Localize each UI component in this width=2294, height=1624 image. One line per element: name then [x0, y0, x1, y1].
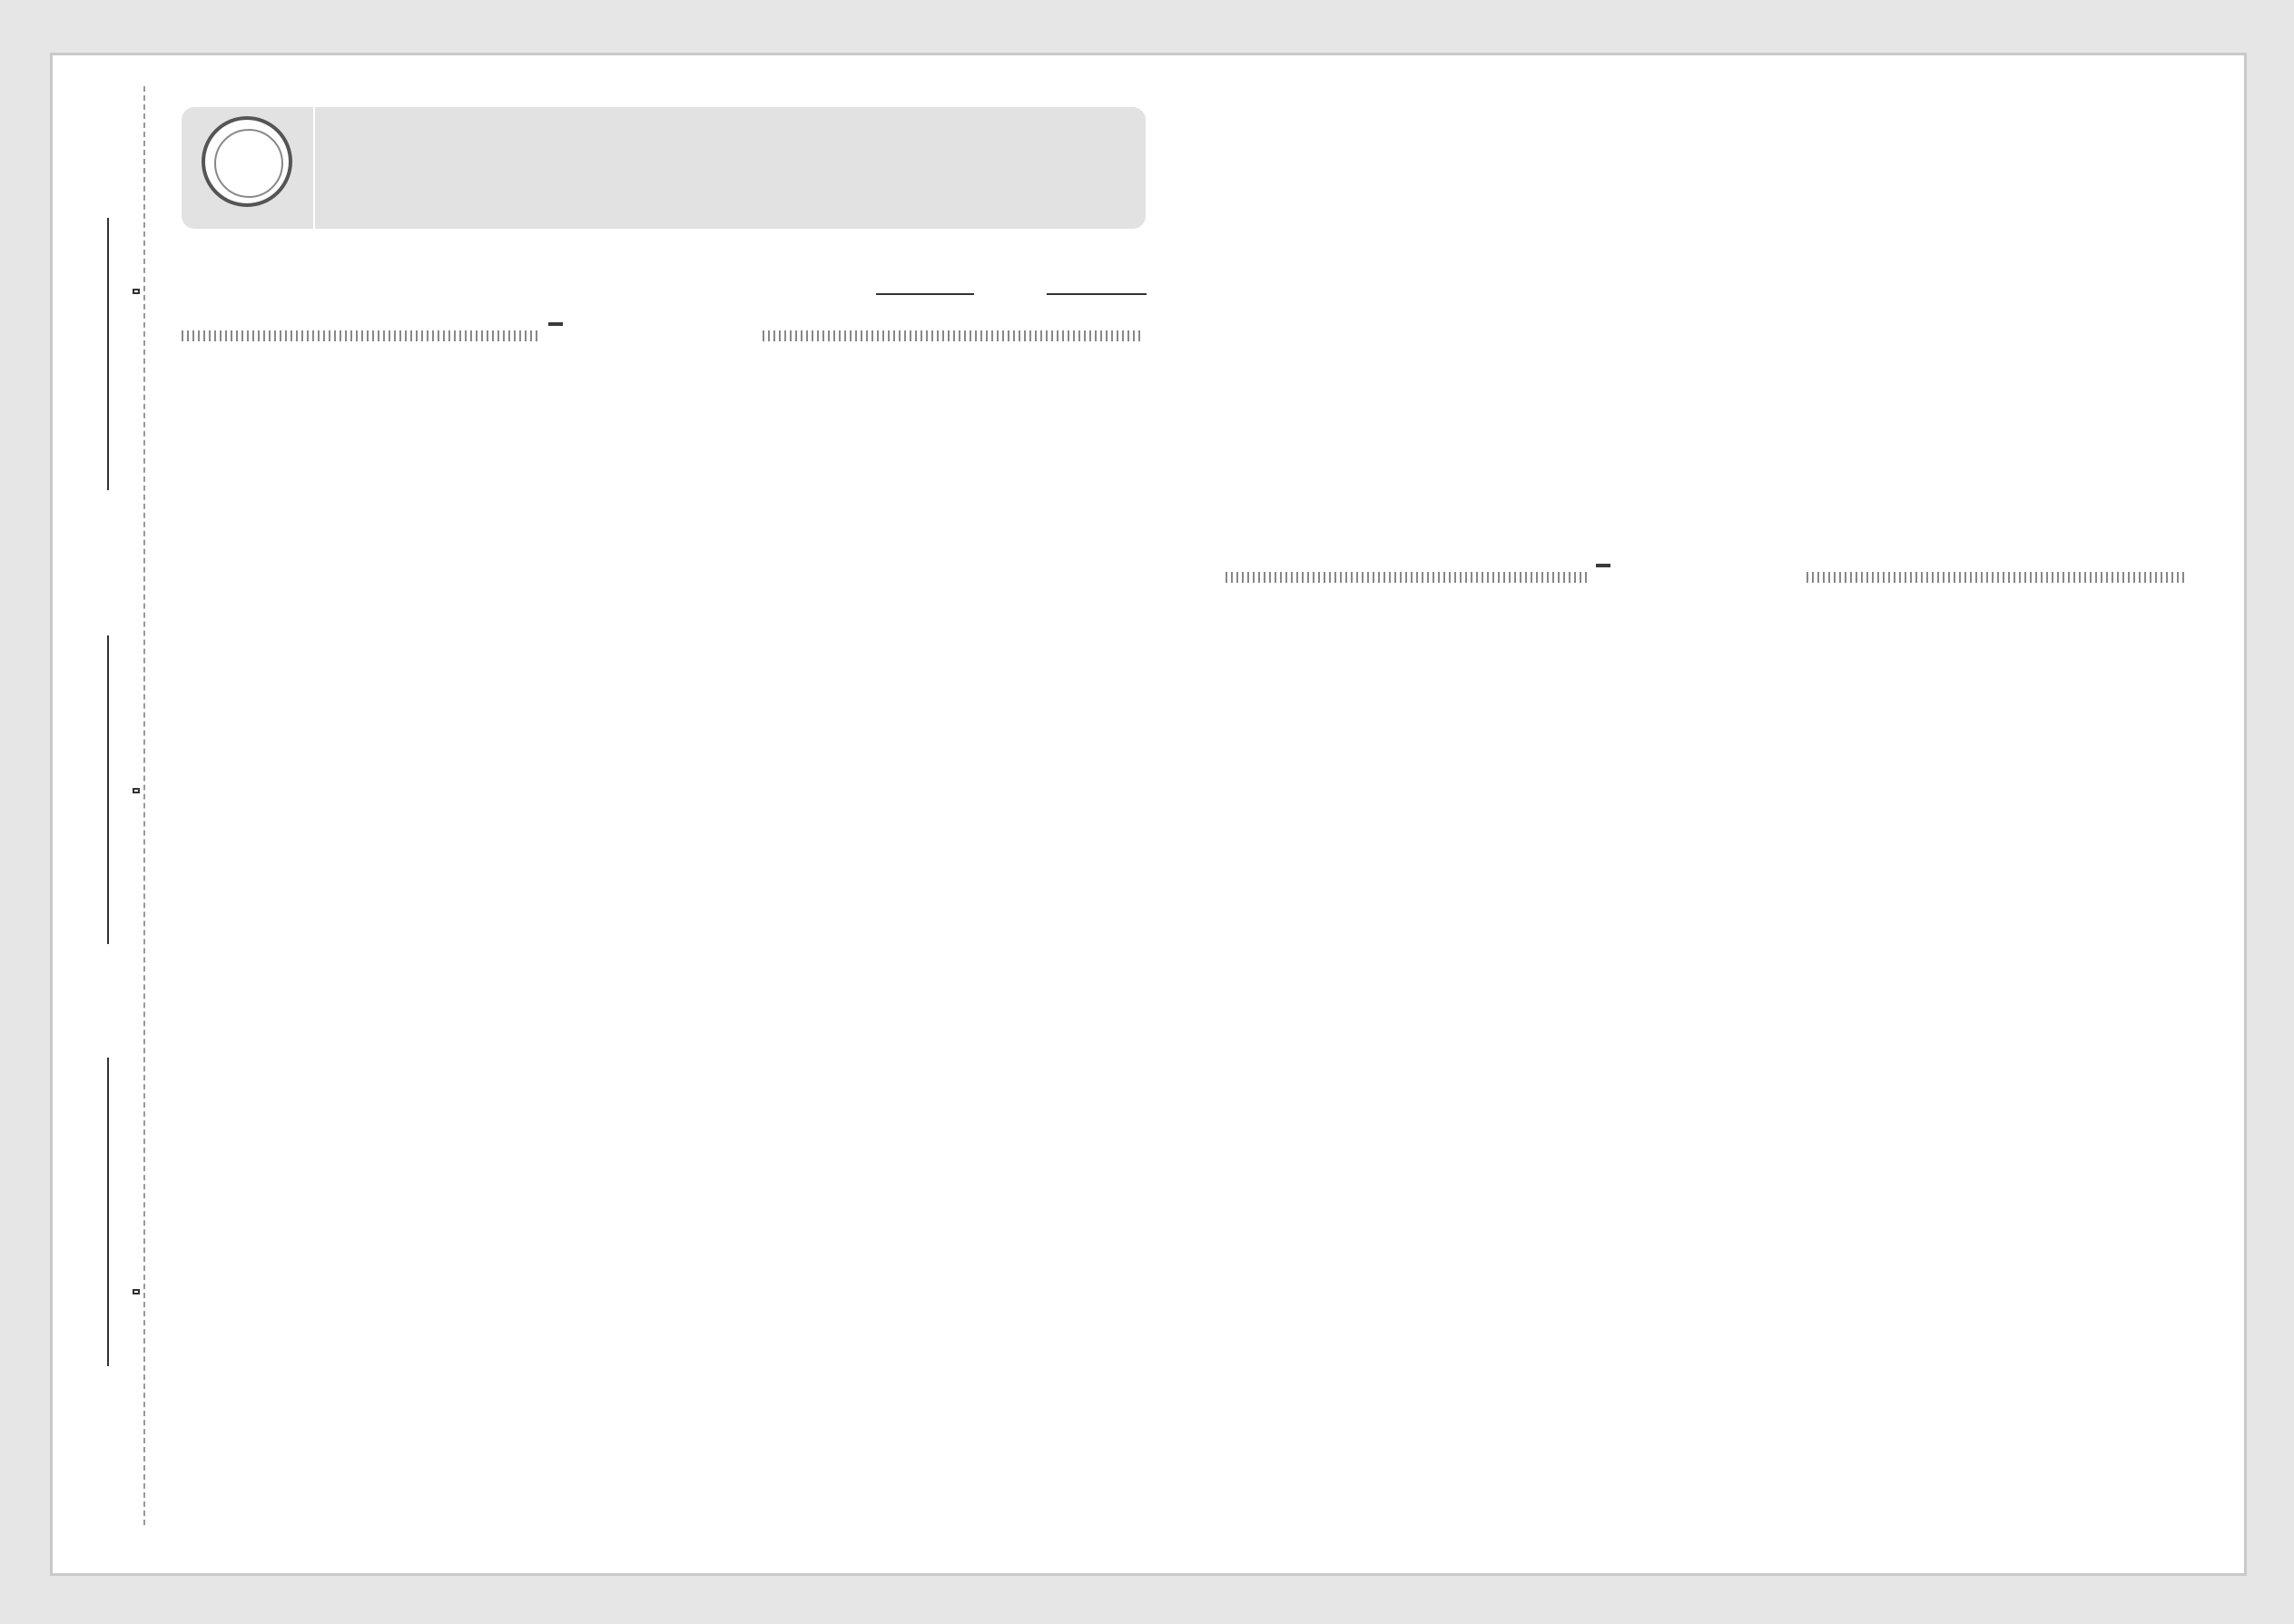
name-field[interactable] [107, 218, 109, 490]
section-bar [182, 330, 540, 341]
title-divider [313, 107, 315, 229]
seal-mark-xian [133, 289, 140, 294]
logo-icon [202, 116, 292, 207]
footer-right [1443, 1514, 1462, 1550]
class-field[interactable] [107, 635, 109, 944]
score-field[interactable] [876, 293, 974, 295]
section-bar [763, 330, 1144, 341]
section-tag [548, 322, 563, 326]
footer-left [399, 1514, 418, 1550]
binding-dotted-line [143, 86, 145, 1525]
worksheet-page [50, 53, 2247, 1576]
title-banner [182, 107, 1146, 229]
seal-mark-feng [133, 788, 140, 793]
section-bar [1226, 572, 1589, 583]
school-field[interactable] [107, 1058, 109, 1366]
seal-mark-mi [133, 1289, 140, 1294]
grade-field[interactable] [1047, 293, 1147, 295]
section-tag [1596, 564, 1610, 567]
section-bar [1807, 572, 2188, 583]
